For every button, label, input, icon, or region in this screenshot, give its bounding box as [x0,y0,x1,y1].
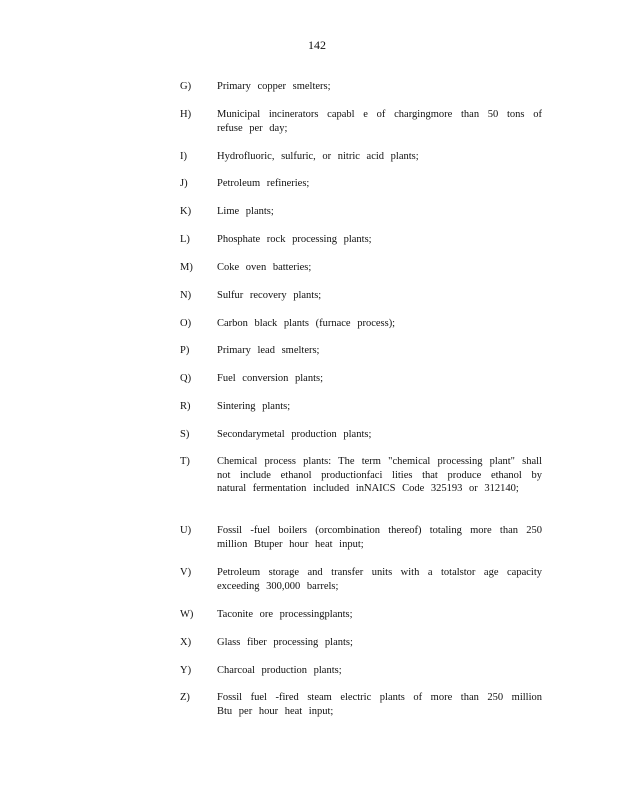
item-letter: M) [180,262,193,273]
item-text: Lime plants; [217,206,274,217]
item-text: Glass fiber processing plants; [217,637,353,648]
list-item [180,317,542,331]
list-item [180,636,542,650]
item-text: Secondarymetal production plants; [217,429,372,440]
item-text: Charcoal production plants; [217,665,342,676]
item-letter: L) [180,234,190,245]
item-letter: K) [180,206,192,217]
item-text: Coke oven batteries; [217,262,312,273]
item-text: Petroleum refineries; [217,178,310,189]
item-letter: W) [180,609,194,620]
item-letter: Q) [180,373,192,384]
item-letter: V) [180,567,192,578]
item-text: Petroleum storage and transfer units with a totalstor age capacity exceeding 300,000 barrels; [217,567,542,592]
list-item [180,372,542,386]
item-text: Primary lead smelters; [217,345,320,356]
item-letter: N) [180,290,192,301]
item-letter: R) [180,401,191,412]
item-letter: O) [180,318,192,329]
item-text: Municipal incinerators capabl e of chargingmore than 50 tons of refuse per day; [217,109,542,134]
list-item [180,177,542,191]
list-item [180,566,542,593]
list-item [180,608,542,622]
item-letter: X) [180,637,192,648]
list-item [180,664,542,678]
item-letter: P) [180,345,190,356]
list-item [180,400,542,414]
item-text: Sintering plants; [217,401,291,412]
item-text: Fossil -fuel boilers (orcombination thereof) totaling more than 250 million Btuper hour heat input; [217,525,542,550]
list-item [180,289,542,303]
item-letter: Z) [180,692,190,703]
list-item [180,108,542,135]
item-letter: S) [180,429,190,440]
item-letter: I) [180,151,187,162]
list-item [180,455,542,496]
item-text: Taconite ore processingplants; [217,609,353,620]
item-letter: J) [180,178,188,189]
list-item [180,691,542,718]
item-letter: G) [180,81,192,92]
list-item [180,428,542,442]
item-letter: T) [180,456,190,467]
item-letter: Y) [180,665,192,676]
item-text: Fossil fuel -fired steam electric plants of more than 250 million Btu per hour heat input; [217,692,542,717]
item-text: Fuel conversion plants; [217,373,323,384]
item-text: Phosphate rock processing plants; [217,234,372,245]
list-item [180,261,542,275]
item-text: Chemical process plants: The term "chemical processing plant" shall not include ethanol productionfaci lities that produce ethanol by natural fermentation included inNAICS Code 325193 or 312140; [217,456,542,494]
item-text: Carbon black plants (furnace process); [217,318,396,329]
list-item [180,233,542,247]
item-letter: H) [180,109,192,120]
list-item [180,205,542,219]
item-text: Sulfur recovery plants; [217,290,322,301]
list-item [180,344,542,358]
list-item [180,524,542,551]
list-item [180,150,542,164]
item-letter: U) [180,525,192,536]
item-text: Hydrofluoric, sulfuric, or nitric acid plants; [217,151,419,162]
item-text: Primary copper smelters; [217,81,331,92]
list-item [180,80,542,94]
page-number: 142 [308,38,326,52]
